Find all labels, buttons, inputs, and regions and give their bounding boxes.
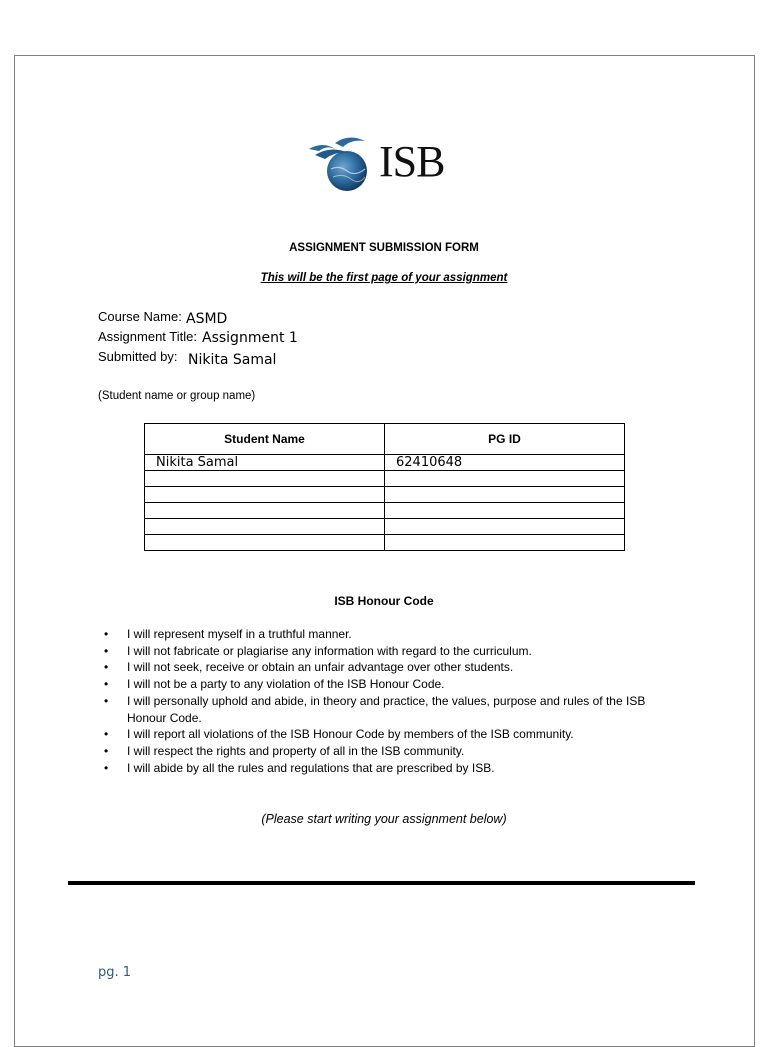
honour-code-item: I will represent myself in a truthful manner. bbox=[127, 627, 352, 641]
pg-id-cell bbox=[385, 503, 625, 519]
honour-code-item: I will abide by all the rules and regulations that are prescribed by ISB. bbox=[127, 760, 495, 775]
document-page bbox=[14, 55, 755, 1047]
logo-text: ISB bbox=[379, 136, 445, 186]
student-name-note: (Student name or group name) bbox=[98, 390, 256, 402]
list-item bbox=[104, 676, 674, 693]
submitted-by-label: Submitted by: bbox=[98, 349, 178, 364]
bullet-icon: • bbox=[104, 693, 109, 708]
honour-code-item: I will report all violations of the ISB Honour Code by members of the ISB community. bbox=[127, 727, 574, 742]
bullet-icon: • bbox=[104, 727, 109, 742]
course-name-value: ASMD bbox=[186, 311, 228, 327]
isb-logo bbox=[305, 122, 470, 200]
bullet-icon: • bbox=[104, 643, 109, 658]
pg-id-cell bbox=[385, 471, 625, 487]
bullet-icon: • bbox=[104, 660, 109, 675]
student-name-cell: Nikita Samal bbox=[145, 455, 385, 471]
list-item bbox=[104, 626, 674, 643]
student-name-cell bbox=[145, 519, 385, 535]
isb-bird-globe-icon bbox=[305, 125, 377, 197]
honour-code-item: I will not seek, receive or obtain an unfair advantage over other students. bbox=[127, 660, 514, 675]
honour-code-title: ISB Honour Code bbox=[334, 594, 434, 608]
pg-id-cell bbox=[385, 535, 625, 551]
list-item bbox=[104, 760, 674, 777]
table-row bbox=[145, 471, 625, 487]
pg-id-cell bbox=[385, 487, 625, 503]
honour-code-item: I will not fabricate or plagiarise any information with regard to the curriculum. bbox=[127, 643, 532, 658]
list-item bbox=[104, 659, 674, 676]
student-name-cell bbox=[145, 503, 385, 519]
closing-instruction: (Please start writing your assignment below) bbox=[261, 812, 507, 826]
pg-id-cell: 62410648 bbox=[385, 455, 625, 471]
honour-code-item: I will respect the rights and property of all in the ISB community. bbox=[127, 743, 465, 758]
table-row bbox=[145, 455, 625, 471]
header-student-name: Student Name bbox=[145, 424, 385, 455]
student-table bbox=[144, 423, 625, 551]
page-number: pg. 1 bbox=[98, 965, 132, 980]
assignment-title-label: Assignment Title: bbox=[98, 329, 197, 344]
bullet-icon: • bbox=[104, 743, 109, 758]
table-row bbox=[145, 519, 625, 535]
student-name-cell bbox=[145, 535, 385, 551]
table-row bbox=[145, 503, 625, 519]
course-name-label: Course Name: bbox=[98, 309, 182, 324]
student-name-cell bbox=[145, 487, 385, 503]
assignment-title-value: Assignment 1 bbox=[202, 330, 298, 346]
header-pg-id: PG ID bbox=[385, 424, 625, 455]
form-title: ASSIGNMENT SUBMISSION FORM bbox=[289, 242, 479, 254]
form-subtitle: This will be the first page of your assignment bbox=[260, 272, 508, 284]
bullet-icon: • bbox=[104, 627, 109, 641]
bullet-icon: • bbox=[104, 760, 109, 775]
list-item bbox=[104, 693, 674, 726]
submitted-by-value: Nikita Samal bbox=[188, 352, 277, 368]
horizontal-rule bbox=[68, 881, 695, 885]
table-row bbox=[145, 487, 625, 503]
pg-id-cell bbox=[385, 519, 625, 535]
honour-code-item: I will not be a party to any violation of the ISB Honour Code. bbox=[127, 677, 445, 692]
student-name-cell bbox=[145, 471, 385, 487]
list-item bbox=[104, 743, 674, 760]
bullet-icon: • bbox=[104, 677, 109, 692]
honour-code-list bbox=[104, 626, 674, 776]
honour-code-item: I will personally uphold and abide, in theory and practice, the values, purpose and rules of the ISB Honour Code. bbox=[127, 693, 646, 725]
list-item bbox=[104, 643, 674, 660]
table-row bbox=[145, 535, 625, 551]
table-header-row bbox=[145, 424, 625, 455]
list-item bbox=[104, 726, 674, 743]
